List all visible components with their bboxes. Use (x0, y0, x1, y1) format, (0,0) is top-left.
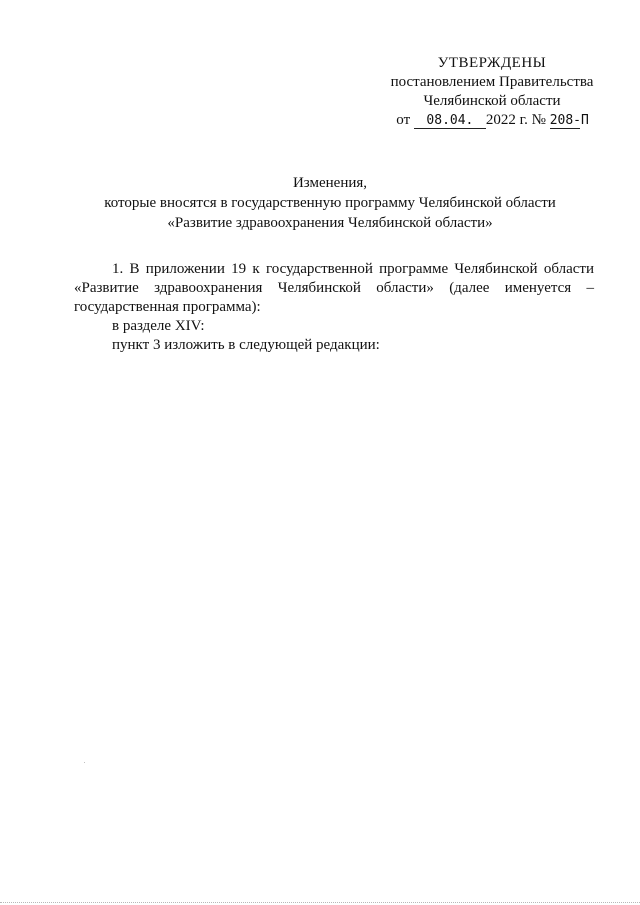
approval-line-region: Челябинской области (423, 93, 561, 109)
title-line-changes: Изменения, (292, 175, 368, 191)
approval-line-resolution: постановлением Правительства (390, 74, 594, 90)
approval-heading: УТВЕРЖДЕНЫ (437, 55, 547, 71)
approval-registration-line (368, 111, 608, 130)
body-paragraph-1: 1. В приложении 19 к государственной программе Челябинской области «Развитие здравоохранения Челябинской области» (далее именуется – государственная программа): (74, 261, 594, 315)
approval-year-label: 2022 г. № (485, 112, 546, 128)
scan-bottom-edge (0, 899, 640, 903)
title-line-program-name: «Развитие здравоохранения Челябинской области» (167, 215, 493, 231)
approval-from-label: от (396, 112, 411, 128)
body-line-section: в разделе XIV: (112, 318, 205, 334)
approval-number-field: 208-П (549, 113, 589, 128)
body-line-item: пункт 3 изложить в следующей редакции: (112, 337, 380, 353)
approval-block (372, 54, 612, 130)
document-title (60, 173, 600, 233)
approval-date-field: 08.04. (414, 113, 486, 129)
title-line-program: которые вносятся в государственную программу Челябинской области (104, 195, 556, 211)
scan-speck (84, 762, 85, 763)
document-body (74, 260, 594, 355)
